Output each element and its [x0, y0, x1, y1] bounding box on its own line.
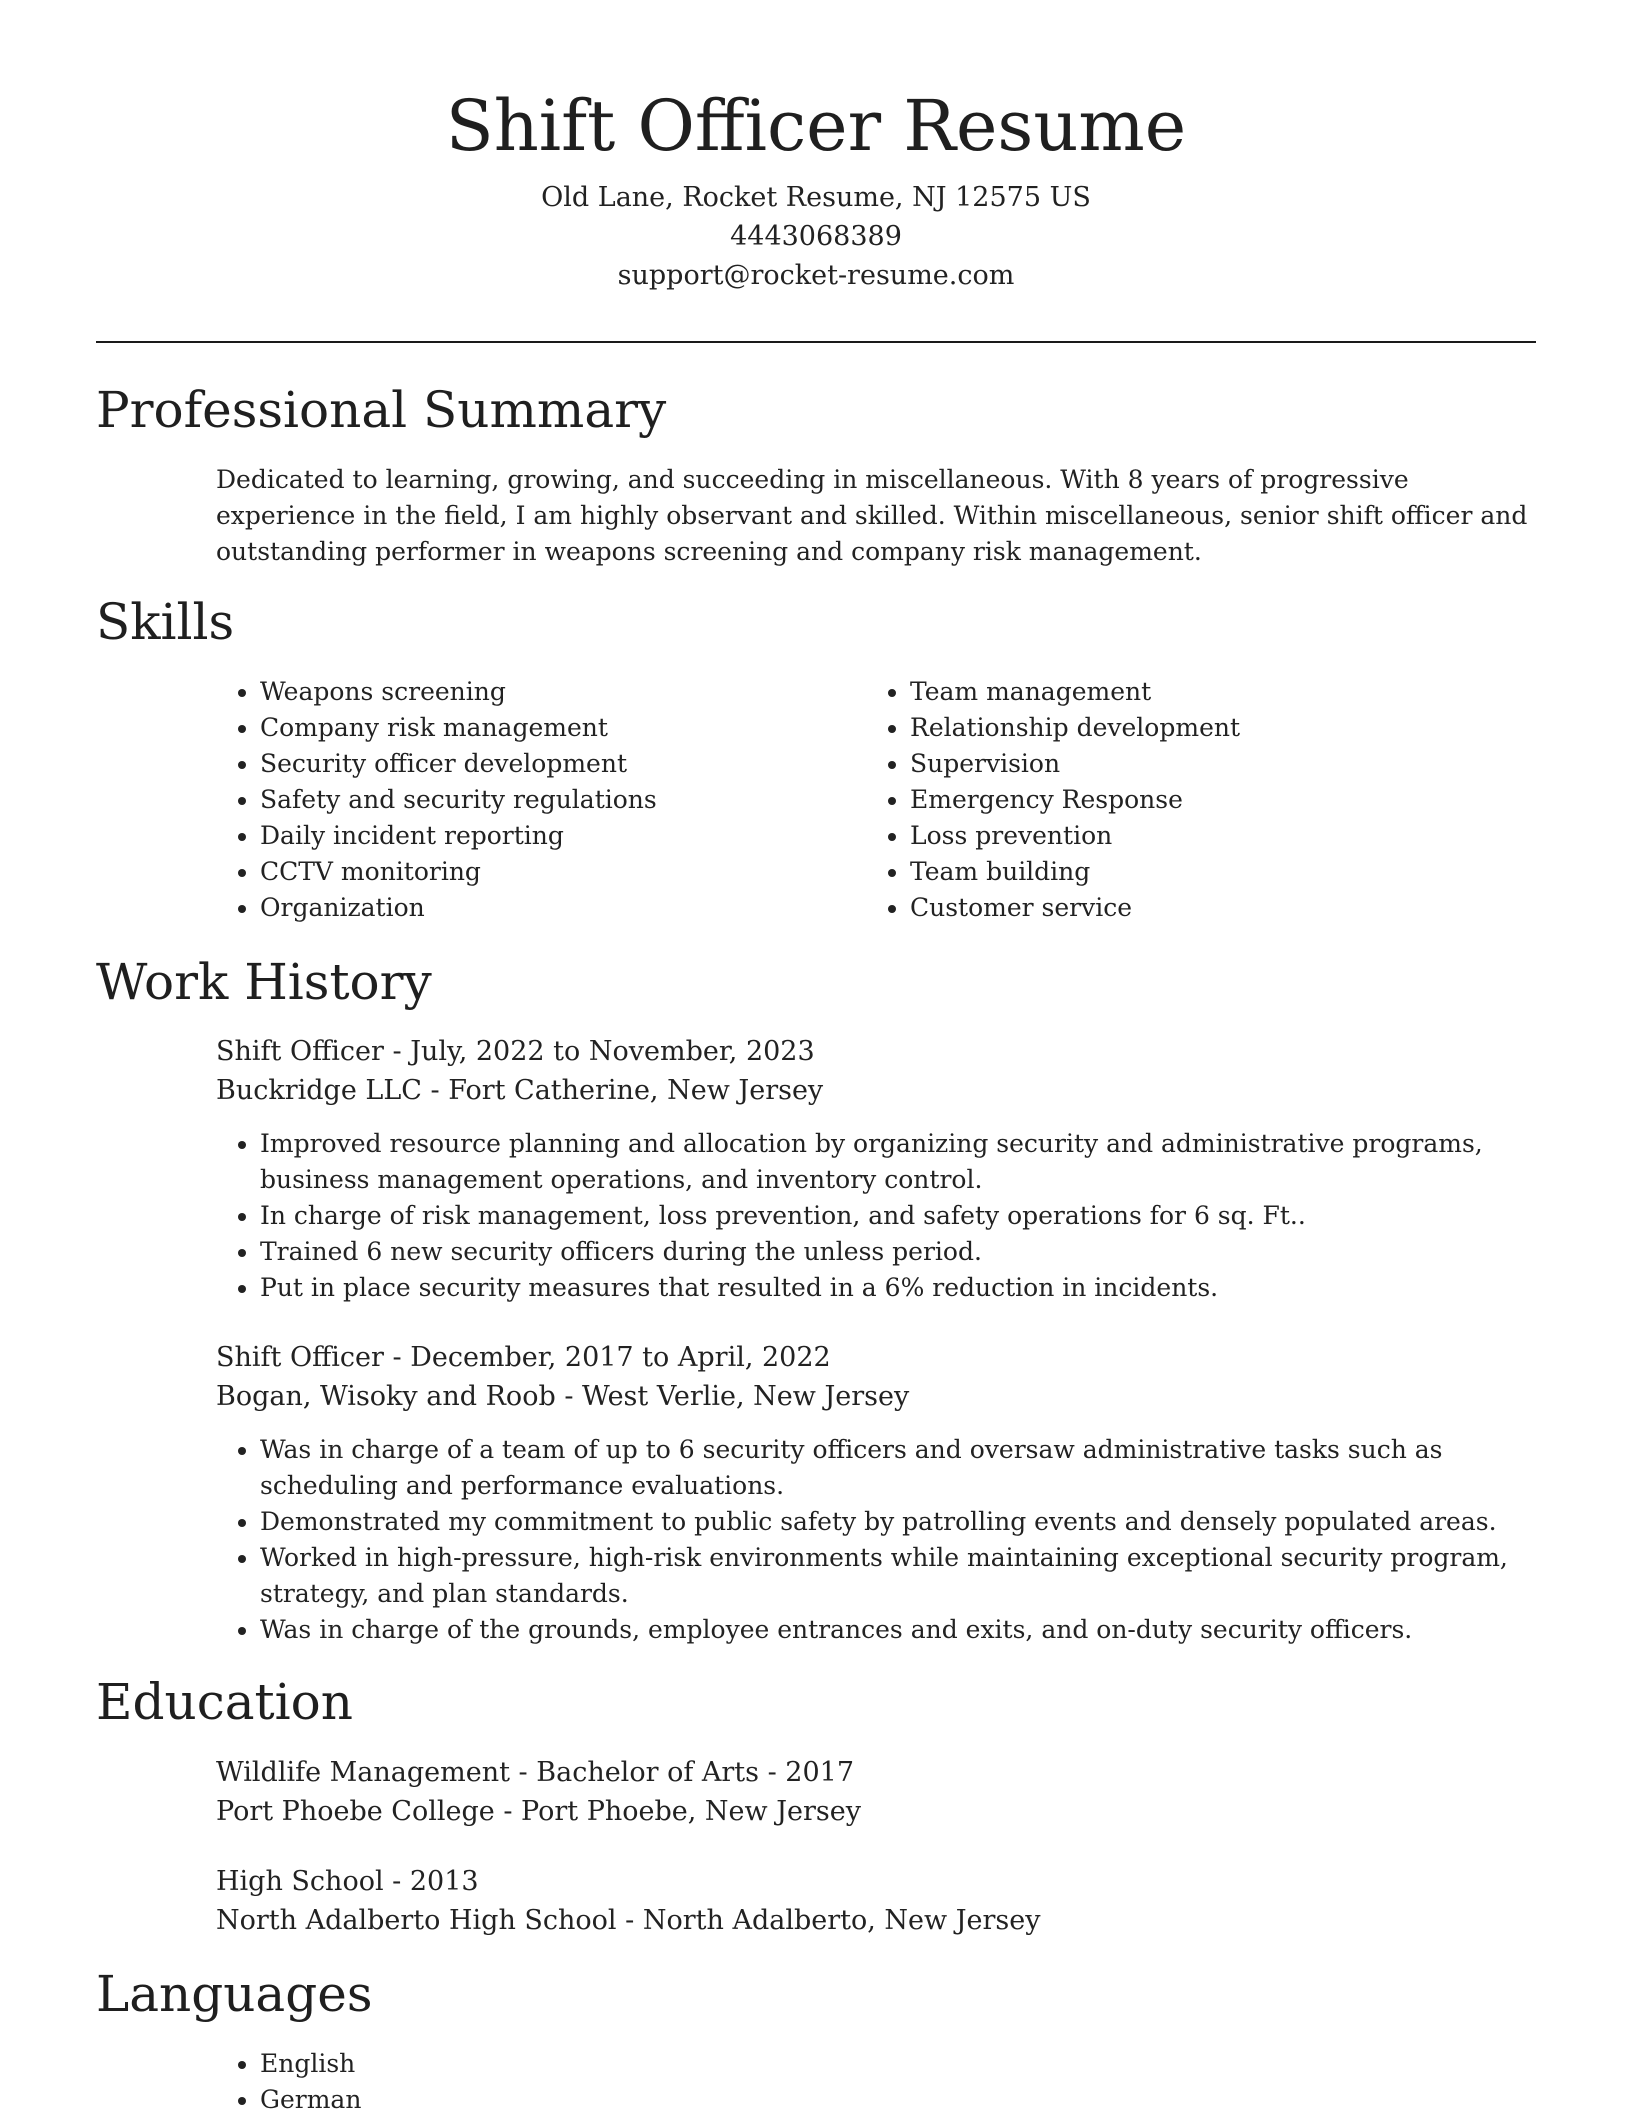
job-bullets [216, 1126, 1536, 1306]
skill-item: • Emergency Response [910, 782, 1536, 818]
education-school-line [216, 1792, 1536, 1831]
job-bullet: • Was in charge of the grounds, employee entrances and exits, and on-duty security officers. [260, 1612, 1536, 1648]
skills-heading: Skills [96, 593, 235, 651]
job-company: Bogan, Wisoky and Roob [216, 1381, 556, 1412]
skills-right-column [866, 674, 1536, 926]
skill-item: • Supervision [910, 746, 1536, 782]
contact-email: support@rocket-resume.com [617, 260, 1015, 291]
languages-block [216, 2046, 1536, 2118]
job-bullets [216, 1432, 1536, 1648]
contact-block [0, 178, 1632, 295]
job-bullet: • Put in place security measures that resulted in a 6% reduction in incidents. [260, 1270, 1536, 1306]
job-company-line [216, 1071, 1536, 1110]
education-school: Port Phoebe College [216, 1796, 495, 1827]
summary-text: Dedicated to learning, growing, and succeeding in miscellaneous. With 8 years of progressive experience in the field, I am highly observant and skilled. Within miscellaneous, senior shift officer and outstanding performer in weapons screening and company risk management. [216, 465, 1528, 566]
skill-item: • Customer service [910, 890, 1536, 926]
contact-address: Old Lane, Rocket Resume, NJ 12575 US [541, 182, 1091, 213]
skill-item: • Safety and security regulations [260, 782, 836, 818]
education-entry [216, 1753, 1536, 1831]
skill-item: • Security officer development [260, 746, 836, 782]
job-entry [216, 1338, 1536, 1416]
skills-left-column [216, 674, 836, 926]
languages-list [216, 2046, 1536, 2118]
languages-heading: Languages [96, 1965, 373, 2023]
job-bullet: • Demonstrated my commitment to public safety by patrolling events and densely populated areas. [260, 1504, 1536, 1540]
education-degree: High School - 2013 [216, 1866, 479, 1897]
job-bullet-list [216, 1126, 1536, 1306]
work-heading: Work History [96, 953, 432, 1011]
skill-item: • Organization [260, 890, 836, 926]
skills-left-list [216, 674, 836, 926]
skill-item: • CCTV monitoring [260, 854, 836, 890]
job-title-line [216, 1338, 1536, 1377]
education-location: - Port Phoebe, New Jersey [494, 1796, 862, 1827]
job-bullet: • Was in charge of a team of up to 6 security officers and oversaw administrative tasks such as scheduling and performance evaluations. [260, 1432, 1536, 1504]
job-bullet: • Improved resource planning and allocation by organizing security and administrative programs, business management operations, and inventory control. [260, 1126, 1536, 1198]
job-bullet: • In charge of risk management, loss prevention, and safety operations for 6 sq. Ft.. [260, 1198, 1536, 1234]
job-bullet: • Worked in high-pressure, high-risk environments while maintaining exceptional security program, strategy, and plan standards. [260, 1540, 1536, 1612]
education-location: - North Adalberto, New Jersey [616, 1905, 1041, 1936]
job-bullet: • Trained 6 new security officers during the unless period. [260, 1234, 1536, 1270]
job-bullet-list [216, 1432, 1536, 1648]
job-dates: - July, 2022 to November, 2023 [383, 1036, 815, 1067]
job-title: Shift Officer [216, 1342, 384, 1373]
job-company: Buckridge LLC [216, 1075, 422, 1106]
language-item: • English [260, 2046, 1536, 2082]
resume-title: Shift Officer Resume [445, 85, 1187, 167]
skill-item: • Daily incident reporting [260, 818, 836, 854]
contact-phone: 4443068389 [730, 221, 902, 252]
job-company-line [216, 1377, 1536, 1416]
skills-right-list [866, 674, 1536, 926]
job-title-line [216, 1032, 1536, 1071]
skill-item: • Relationship development [910, 710, 1536, 746]
skill-item: • Loss prevention [910, 818, 1536, 854]
skill-item: • Team building [910, 854, 1536, 890]
header-divider [96, 341, 1536, 343]
language-item: • German [260, 2082, 1536, 2118]
education-school-line [216, 1901, 1536, 1940]
job-location: - West Verlie, New Jersey [555, 1381, 910, 1412]
summary-heading: Professional Summary [96, 381, 667, 439]
education-degree: Wildlife Management - Bachelor of Arts - 2017 [216, 1757, 855, 1788]
job-entry [216, 1032, 1536, 1110]
job-location: - Fort Catherine, New Jersey [421, 1075, 824, 1106]
job-title: Shift Officer [216, 1036, 384, 1067]
education-school: North Adalberto High School [216, 1905, 617, 1936]
skill-item: • Weapons screening [260, 674, 836, 710]
skill-item: • Team management [910, 674, 1536, 710]
skill-item: • Company risk management [260, 710, 836, 746]
resume-header [0, 0, 1632, 295]
job-dates: - December, 2017 to April, 2022 [383, 1342, 831, 1373]
education-heading: Education [96, 1673, 353, 1731]
education-entry [216, 1862, 1536, 1940]
